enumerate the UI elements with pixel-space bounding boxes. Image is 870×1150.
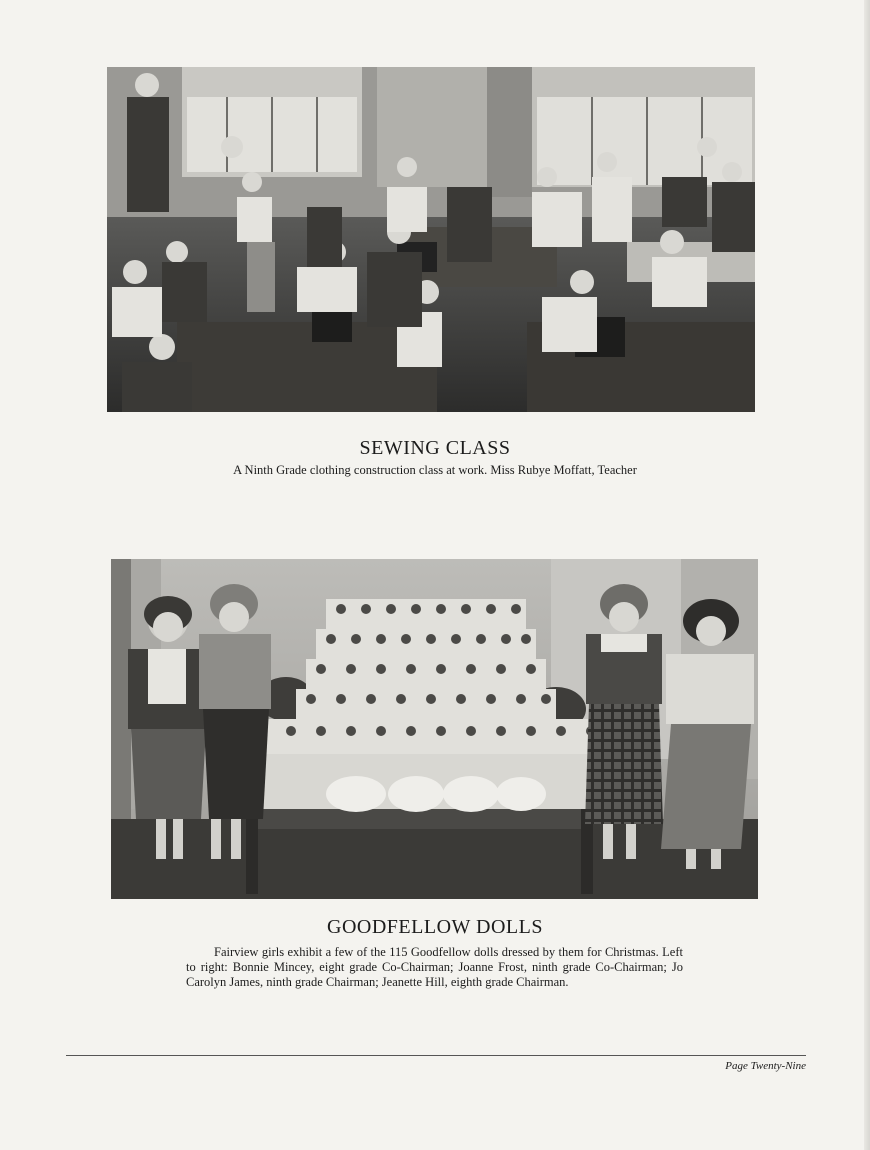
sewing-class-photo [107, 67, 755, 412]
sewing-class-photo-graphic [107, 67, 755, 412]
goodfellow-dolls-caption: Fairview girls exhibit a few of the 115 Goodfellow dolls dressed by them for Christmas. Left to right: Bonnie Mincey, eight grade Co-Chairman; Joanne Frost, ninth grade Co-Chairman; Jo Carolyn James, ninth grade Chairman; Jeanette Hill, eighth grade Chairman. [186, 945, 683, 989]
page-edge [864, 0, 870, 1150]
goodfellow-dolls-title: GOODFELLOW DOLLS [327, 916, 543, 938]
page-number: Page Twenty-Nine [725, 1060, 806, 1072]
footer-rule [66, 1055, 806, 1056]
sewing-class-title: SEWING CLASS [359, 437, 511, 459]
goodfellow-dolls-photo [111, 559, 758, 899]
sewing-class-caption: A Ninth Grade clothing construction class at work. Miss Rubye Moffatt, Teacher [233, 463, 637, 477]
goodfellow-dolls-photo-graphic [111, 559, 758, 899]
